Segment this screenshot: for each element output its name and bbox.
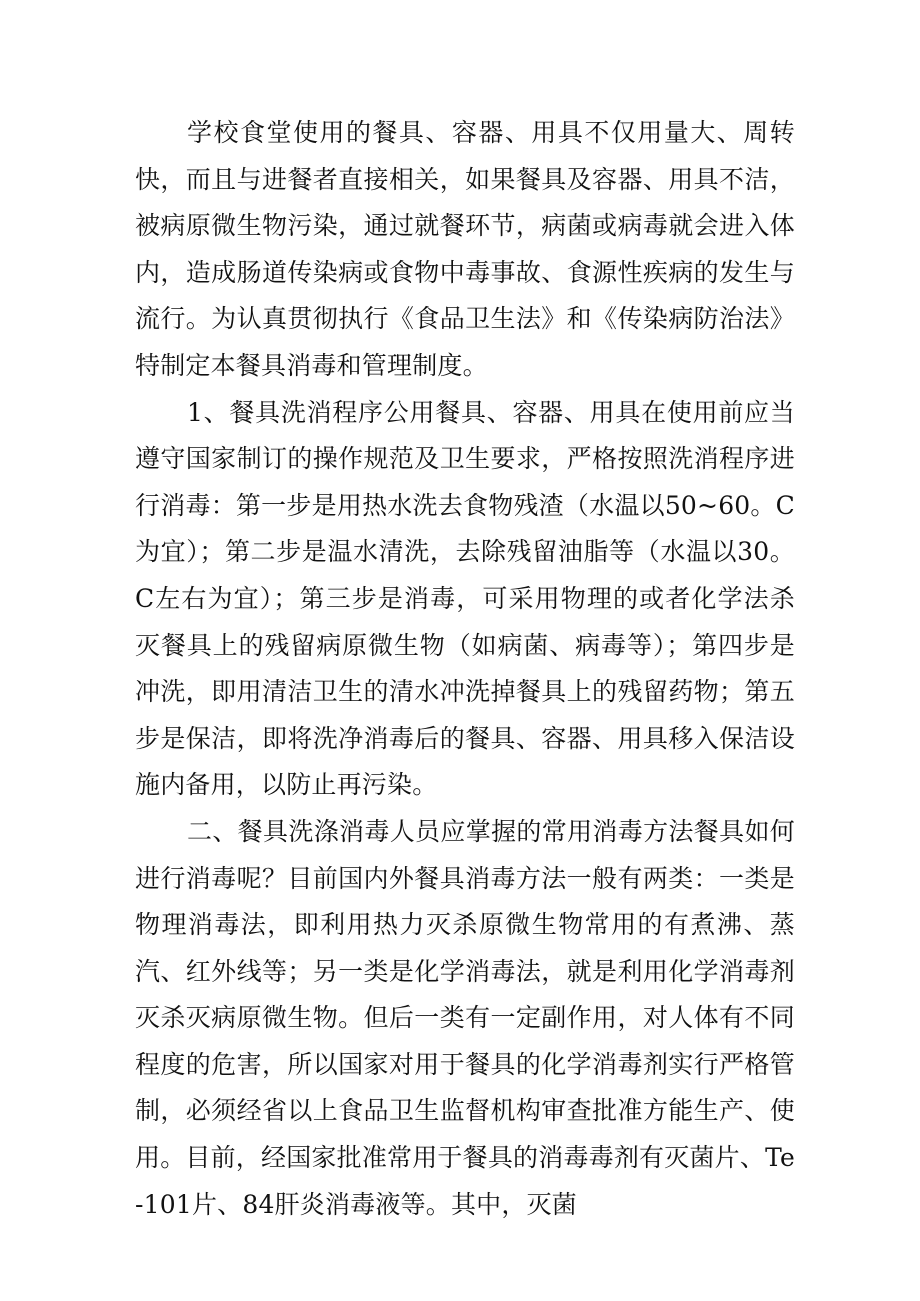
paragraph-cleaning-procedure: 1、餐具洗消程序公用餐具、容器、用具在使用前应当遵守国家制订的操作规范及卫生要求，严格按照洗消程序进行消毒：第一步是用热水洗去食物残渣（水温以50~60。C为宜）；第二步是温水清洗，去除残留油脂等（水温以30。C左右为宜）；第三步是消毒，可采用物理的或者化学法杀灭餐具上的残留病原微生物（如病菌、病毒等）；第四步是冲洗，即用清洁卫生的清水冲洗掉餐具上的残留药物；第五步是保洁，即将洗净消毒后的餐具、容器、用具移入保洁设施内备用，以防止再污染。 [135,397,795,800]
paragraph-intro: 学校食堂使用的餐具、容器、用具不仅用量大、周转快，而且与进餐者直接相关，如果餐具及容器、用具不洁，被病原微生物污染，通过就餐环节，病菌或病毒就会进入体内，造成肠道传染病或食物中毒事故、食源性疾病的发生与流行。为认真贯彻执行《食品卫生法》和《传染病防治法》特制定本餐具消毒和管理制度。 [135,118,795,380]
paragraph-disinfection-methods: 二、餐具洗涤消毒人员应掌握的常用消毒方法餐具如何进行消毒呢？目前国内外餐具消毒方法一般有两类：一类是物理消毒法，即利用热力灭杀原微生物常用的有煮沸、蒸汽、红外线等；另一类是化学消毒法，就是利用化学消毒剂灭杀灭病原微生物。但后一类有一定副作用，对人体有不同程度的危害，所以国家对用于餐具的化学消毒剂实行严格管制，必须经省以上食品卫生监督机构审查批准方能生产、使用。目前，经国家批准常用于餐具的消毒毒剂有灭菌片、Te-101片、84肝炎消毒液等。其中，灭菌 [135,816,795,1219]
document-body [135,110,795,1228]
